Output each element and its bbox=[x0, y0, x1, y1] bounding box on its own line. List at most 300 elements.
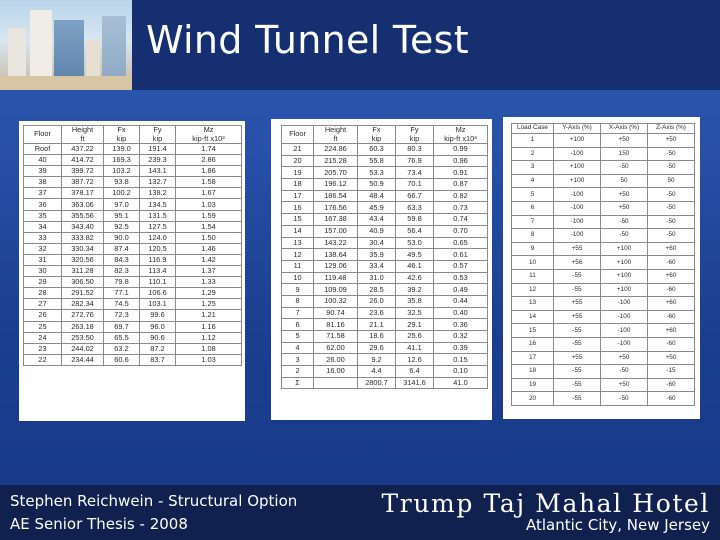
column-header bbox=[24, 126, 62, 144]
table-row bbox=[512, 229, 695, 243]
table-cell: 35.8 bbox=[396, 295, 434, 307]
column-header-unit: kip bbox=[371, 133, 382, 143]
table-row bbox=[24, 199, 242, 210]
table-cell: 378.17 bbox=[62, 188, 104, 199]
table-cell: 71.58 bbox=[314, 331, 358, 343]
table-row bbox=[24, 177, 242, 188]
table-row bbox=[512, 392, 695, 406]
table-cell: 399.72 bbox=[62, 166, 104, 177]
table-cell: 79.8 bbox=[104, 277, 140, 288]
table-cell: 18.6 bbox=[358, 331, 396, 343]
table-cell: 414.72 bbox=[62, 155, 104, 166]
column-header: Y-Axis (%) bbox=[554, 124, 601, 134]
author-name: Stephen Reichwein - Structural Option bbox=[10, 492, 298, 510]
table-cell: 39 bbox=[24, 166, 62, 177]
table-cell: -100 bbox=[554, 215, 601, 229]
table-cell: +55 bbox=[554, 242, 601, 256]
table-cell: +100 bbox=[601, 283, 648, 297]
table-cell: 18 bbox=[512, 365, 554, 379]
table-cell: 90.74 bbox=[314, 307, 358, 319]
table-cell: -50 bbox=[648, 201, 695, 215]
table-row bbox=[512, 337, 695, 351]
table-cell: 42.6 bbox=[396, 272, 434, 284]
table-cell: 0.96 bbox=[434, 155, 488, 167]
table-cell: 0.91 bbox=[434, 167, 488, 179]
table-cell: 16.00 bbox=[314, 366, 358, 378]
table-cell: 103.2 bbox=[104, 166, 140, 177]
table-cell: 186.54 bbox=[314, 190, 358, 202]
table-cell: -55 bbox=[554, 269, 601, 283]
column-header-name: Height bbox=[324, 125, 347, 134]
column-header-unit: kip-ft x10³ bbox=[192, 133, 225, 143]
table-cell: 4 bbox=[512, 174, 554, 188]
table-cell: 37 bbox=[24, 188, 62, 199]
table-cell: +100 bbox=[601, 256, 648, 270]
table-cell: 196.12 bbox=[314, 179, 358, 191]
table-row bbox=[512, 378, 695, 392]
table-cell: 80.3 bbox=[396, 144, 434, 156]
table-row bbox=[24, 221, 242, 232]
table-cell: 10 bbox=[282, 272, 314, 284]
column-header-unit: kip bbox=[116, 133, 127, 143]
table-row bbox=[282, 331, 488, 343]
table-row bbox=[24, 232, 242, 243]
table-row bbox=[24, 243, 242, 254]
table-cell: 27 bbox=[24, 299, 62, 310]
table-row bbox=[512, 242, 695, 256]
table-row bbox=[24, 343, 242, 354]
table-cell: 224.86 bbox=[314, 144, 358, 156]
table-cell: -60 bbox=[648, 392, 695, 406]
table-cell: -100 bbox=[554, 229, 601, 243]
table-cell: 138.2 bbox=[140, 188, 176, 199]
column-header bbox=[282, 126, 314, 144]
table-cell: -55 bbox=[554, 337, 601, 351]
table-cell: 2 bbox=[282, 366, 314, 378]
column-header: X-Axis (%) bbox=[601, 124, 648, 134]
table-cell: 19 bbox=[512, 378, 554, 392]
table-row bbox=[282, 284, 488, 296]
table-row bbox=[282, 237, 488, 249]
table-cell: 0.36 bbox=[434, 319, 488, 331]
column-header-name: Fy bbox=[153, 125, 162, 134]
table-row bbox=[24, 299, 242, 310]
table-cell: 48.4 bbox=[358, 190, 396, 202]
table-cell: 1.58 bbox=[176, 177, 242, 188]
table-cell: -50 bbox=[601, 365, 648, 379]
table-cell: 1 bbox=[512, 134, 554, 148]
table-cell: 355.56 bbox=[62, 210, 104, 221]
table-cell: -55 bbox=[554, 392, 601, 406]
table-cell: 5 bbox=[282, 331, 314, 343]
table-cell: 12 bbox=[512, 283, 554, 297]
table-cell: 239.3 bbox=[140, 155, 176, 166]
column-header bbox=[396, 126, 434, 144]
table-cell: 333.82 bbox=[62, 232, 104, 243]
table-row bbox=[512, 297, 695, 311]
table-cell: 306.50 bbox=[62, 277, 104, 288]
table-cell: 7 bbox=[512, 215, 554, 229]
table-cell: 132.7 bbox=[140, 177, 176, 188]
table-cell: 143.22 bbox=[314, 237, 358, 249]
table-cell: 26 bbox=[24, 310, 62, 321]
table-cell: -60 bbox=[648, 337, 695, 351]
table-cell: 19 bbox=[282, 167, 314, 179]
table-cell: 1.33 bbox=[176, 277, 242, 288]
table-row bbox=[282, 366, 488, 378]
table-cell: 25.6 bbox=[396, 331, 434, 343]
table-cell: 12.6 bbox=[396, 354, 434, 366]
table-cell: 50 bbox=[648, 174, 695, 188]
table-cell: 45.9 bbox=[358, 202, 396, 214]
table-cell: Roof bbox=[24, 144, 62, 155]
table-cell: 131.5 bbox=[140, 210, 176, 221]
table-cell: 100.2 bbox=[104, 188, 140, 199]
table-cell: 28 bbox=[24, 288, 62, 299]
table-cell: 2.86 bbox=[176, 155, 242, 166]
table-cell: 84.3 bbox=[104, 254, 140, 265]
table-row bbox=[282, 307, 488, 319]
table-row bbox=[512, 310, 695, 324]
table-cell: +50 bbox=[601, 378, 648, 392]
table-cell: 97.0 bbox=[104, 199, 140, 210]
table-cell: 110.1 bbox=[140, 277, 176, 288]
table-cell: 109.09 bbox=[314, 284, 358, 296]
table-cell: 56.4 bbox=[396, 225, 434, 237]
table-cell: 3 bbox=[282, 354, 314, 366]
table-row bbox=[282, 249, 488, 261]
table-cell: +60 bbox=[648, 269, 695, 283]
table-row bbox=[282, 319, 488, 331]
table-cell: +55 bbox=[554, 310, 601, 324]
table-cell: 139.0 bbox=[104, 144, 140, 155]
table-cell: 0.44 bbox=[434, 295, 488, 307]
column-header-name: Fy bbox=[410, 125, 419, 134]
table-header-row bbox=[512, 124, 695, 134]
table-cell: 17 bbox=[512, 351, 554, 365]
table-cell: 92.5 bbox=[104, 221, 140, 232]
slide-title: Wind Tunnel Test bbox=[146, 18, 469, 62]
table-cell: -100 bbox=[601, 310, 648, 324]
table-cell: 41.0 bbox=[434, 377, 488, 389]
table-cell: 32.5 bbox=[396, 307, 434, 319]
story-forces-table-2 bbox=[281, 125, 488, 389]
table-row bbox=[512, 324, 695, 338]
table-cell: -55 bbox=[554, 324, 601, 338]
table-row bbox=[282, 179, 488, 191]
table-cell: 30 bbox=[24, 266, 62, 277]
table-cell: 29 bbox=[24, 277, 62, 288]
location-label: Atlantic City, New Jersey bbox=[526, 516, 710, 534]
table-cell: 1.67 bbox=[176, 188, 242, 199]
table-cell: 39.2 bbox=[396, 284, 434, 296]
table-row bbox=[282, 272, 488, 284]
table-cell: 21.1 bbox=[358, 319, 396, 331]
table-cell: 50 bbox=[601, 174, 648, 188]
table-cell: 93.8 bbox=[104, 177, 140, 188]
table-cell: 103.1 bbox=[140, 299, 176, 310]
table-cell: +60 bbox=[648, 242, 695, 256]
table-cell: +50 bbox=[601, 188, 648, 202]
table-cell: 76.9 bbox=[396, 155, 434, 167]
table-cell: -50 bbox=[648, 229, 695, 243]
table-cell: 291.52 bbox=[62, 288, 104, 299]
table-cell: 282.34 bbox=[62, 299, 104, 310]
table-cell: +50 bbox=[601, 201, 648, 215]
column-header: Load Case bbox=[512, 124, 554, 134]
table-cell: 35.9 bbox=[358, 249, 396, 261]
table-cell: 311.28 bbox=[62, 266, 104, 277]
column-header-unit: kip bbox=[409, 133, 420, 143]
table-cell: 0.53 bbox=[434, 272, 488, 284]
table-cell: 4 bbox=[282, 342, 314, 354]
table-cell: 36 bbox=[24, 199, 62, 210]
table-cell: 60.6 bbox=[104, 354, 140, 365]
table-row bbox=[24, 166, 242, 177]
table-cell: 50.9 bbox=[358, 179, 396, 191]
table-cell: 0.49 bbox=[434, 284, 488, 296]
table-cell: 244.02 bbox=[62, 343, 104, 354]
table-cell: 138.64 bbox=[314, 249, 358, 261]
table-cell: 82.3 bbox=[104, 266, 140, 277]
column-header-name: Floor bbox=[289, 129, 306, 139]
table-cell: -100 bbox=[554, 147, 601, 161]
table-header-row bbox=[24, 126, 242, 144]
table-cell: -50 bbox=[601, 215, 648, 229]
table-cell: 205.70 bbox=[314, 167, 358, 179]
table-cell: 90.6 bbox=[140, 332, 176, 343]
table-cell: 167.38 bbox=[314, 214, 358, 226]
table-cell: 62.00 bbox=[314, 342, 358, 354]
table-cell: 1.37 bbox=[176, 266, 242, 277]
table-cell: 83.7 bbox=[140, 354, 176, 365]
table-cell: -50 bbox=[648, 147, 695, 161]
table-cell: 26.0 bbox=[358, 295, 396, 307]
table-cell: +56 bbox=[554, 256, 601, 270]
column-header-unit: ft bbox=[333, 133, 338, 143]
table-cell: 70.1 bbox=[396, 179, 434, 191]
table-row bbox=[24, 332, 242, 343]
table-cell: 0.61 bbox=[434, 249, 488, 261]
table-cell: -100 bbox=[601, 324, 648, 338]
table-cell: 4.4 bbox=[358, 366, 396, 378]
table-cell: 38 bbox=[24, 177, 62, 188]
table-cell: 15 bbox=[282, 214, 314, 226]
table-cell: 87.4 bbox=[104, 243, 140, 254]
table-cell: 176.56 bbox=[314, 202, 358, 214]
table-cell: 15 bbox=[512, 324, 554, 338]
table-cell: 6 bbox=[282, 319, 314, 331]
table-row bbox=[512, 201, 695, 215]
table-row bbox=[512, 256, 695, 270]
table-cell: 33.4 bbox=[358, 260, 396, 272]
table-cell: -60 bbox=[648, 378, 695, 392]
column-header-name: Mz bbox=[455, 125, 466, 134]
table-cell: 16 bbox=[512, 337, 554, 351]
column-header bbox=[358, 126, 396, 144]
hotel-photo bbox=[0, 0, 132, 90]
table-cell: 41.1 bbox=[396, 342, 434, 354]
table-cell: 234.44 bbox=[62, 354, 104, 365]
table-row bbox=[24, 254, 242, 265]
table-cell: +60 bbox=[648, 297, 695, 311]
table-row bbox=[512, 174, 695, 188]
table-cell: -100 bbox=[554, 188, 601, 202]
story-forces-table-panel bbox=[19, 121, 245, 421]
table-cell: 1.21 bbox=[176, 310, 242, 321]
table-cell: 77.1 bbox=[104, 288, 140, 299]
table-cell: -50 bbox=[601, 161, 648, 175]
table-row bbox=[512, 269, 695, 283]
table-cell: 0.39 bbox=[434, 342, 488, 354]
table-row bbox=[512, 161, 695, 175]
table-cell: 387.72 bbox=[62, 177, 104, 188]
table-row bbox=[512, 351, 695, 365]
table-cell: 1.59 bbox=[176, 210, 242, 221]
table-cell: 6.4 bbox=[396, 366, 434, 378]
table-row bbox=[512, 134, 695, 148]
thesis-label: AE Senior Thesis - 2008 bbox=[10, 515, 188, 533]
table-cell: 1.74 bbox=[176, 144, 242, 155]
table-row bbox=[282, 144, 488, 156]
table-cell: 1.50 bbox=[176, 232, 242, 243]
table-cell: 31 bbox=[24, 254, 62, 265]
column-header bbox=[314, 126, 358, 144]
table-cell: 74.5 bbox=[104, 299, 140, 310]
table-cell: 1.46 bbox=[176, 243, 242, 254]
table-cell: 0.87 bbox=[434, 179, 488, 191]
table-cell: 25 bbox=[24, 321, 62, 332]
column-header-unit: kip-ft x10³ bbox=[444, 133, 477, 143]
column-header-name: Mz bbox=[203, 125, 214, 134]
table-cell: 13 bbox=[282, 237, 314, 249]
table-cell: 0.73 bbox=[434, 202, 488, 214]
table-cell: 134.5 bbox=[140, 199, 176, 210]
table-cell: 63.3 bbox=[396, 202, 434, 214]
table-cell: 3141.6 bbox=[396, 377, 434, 389]
table-cell: 22 bbox=[24, 354, 62, 365]
footer-band bbox=[0, 485, 720, 540]
table-row bbox=[282, 225, 488, 237]
table-cell: 0.40 bbox=[434, 307, 488, 319]
table-cell: 35 bbox=[24, 210, 62, 221]
table-cell: -55 bbox=[554, 365, 601, 379]
table-cell: 1.08 bbox=[176, 343, 242, 354]
table-cell: 29.6 bbox=[358, 342, 396, 354]
column-header: Z-Axis (%) bbox=[648, 124, 695, 134]
table-cell: 191.4 bbox=[140, 144, 176, 155]
table-cell: 106.6 bbox=[140, 288, 176, 299]
table-cell: 1.03 bbox=[176, 199, 242, 210]
load-case-table-panel bbox=[503, 117, 700, 419]
table-cell: 33 bbox=[24, 232, 62, 243]
table-cell: -50 bbox=[648, 188, 695, 202]
table-cell: 34 bbox=[24, 221, 62, 232]
table-cell: -100 bbox=[601, 297, 648, 311]
table-cell: 66.7 bbox=[396, 190, 434, 202]
table-cell: 2 bbox=[512, 147, 554, 161]
table-cell: 0.74 bbox=[434, 214, 488, 226]
table-cell: 1.86 bbox=[176, 166, 242, 177]
table-row bbox=[282, 190, 488, 202]
table-cell: 20 bbox=[282, 155, 314, 167]
table-cell: 10 bbox=[512, 256, 554, 270]
table-cell: 53.3 bbox=[358, 167, 396, 179]
table-cell: 1.03 bbox=[176, 354, 242, 365]
table-cell: 11 bbox=[282, 260, 314, 272]
table-cell: +50 bbox=[601, 134, 648, 148]
table-row bbox=[24, 321, 242, 332]
table-cell bbox=[314, 377, 358, 389]
table-cell: 253.50 bbox=[62, 332, 104, 343]
table-cell: 363.06 bbox=[62, 199, 104, 210]
column-header-name: Floor bbox=[34, 129, 51, 139]
table-cell: 30.4 bbox=[358, 237, 396, 249]
table-cell: 8 bbox=[512, 229, 554, 243]
table-cell: -50 bbox=[601, 229, 648, 243]
table-cell: 40 bbox=[24, 155, 62, 166]
table-cell: 7 bbox=[282, 307, 314, 319]
table-cell: -55 bbox=[554, 283, 601, 297]
table-cell: -60 bbox=[648, 283, 695, 297]
table-cell: 215.28 bbox=[314, 155, 358, 167]
table-row bbox=[282, 260, 488, 272]
table-cell: 53.0 bbox=[396, 237, 434, 249]
table-row bbox=[282, 202, 488, 214]
table-cell: -15 bbox=[648, 365, 695, 379]
table-cell: 263.18 bbox=[62, 321, 104, 332]
table-cell: -60 bbox=[648, 256, 695, 270]
table-row bbox=[512, 365, 695, 379]
table-cell: 320.56 bbox=[62, 254, 104, 265]
table-cell: 120.5 bbox=[140, 243, 176, 254]
table-cell: 129.06 bbox=[314, 260, 358, 272]
table-cell: 0.65 bbox=[434, 237, 488, 249]
table-cell: 2800.7 bbox=[358, 377, 396, 389]
table-cell: 157.00 bbox=[314, 225, 358, 237]
column-header bbox=[434, 126, 488, 144]
table-cell: +100 bbox=[554, 134, 601, 148]
column-header bbox=[104, 126, 140, 144]
table-row bbox=[24, 288, 242, 299]
table-cell: 55.8 bbox=[358, 155, 396, 167]
table-row bbox=[24, 155, 242, 166]
table-cell: 14 bbox=[282, 225, 314, 237]
table-row bbox=[24, 188, 242, 199]
table-row bbox=[282, 214, 488, 226]
table-cell: 9 bbox=[512, 242, 554, 256]
table-cell: 437.22 bbox=[62, 144, 104, 155]
table-cell: 0.70 bbox=[434, 225, 488, 237]
table-cell: 87.2 bbox=[140, 343, 176, 354]
table-cell: +60 bbox=[648, 324, 695, 338]
table-row bbox=[24, 310, 242, 321]
table-cell: 1.42 bbox=[176, 254, 242, 265]
table-cell: 99.6 bbox=[140, 310, 176, 321]
table-cell: 69.7 bbox=[104, 321, 140, 332]
table-cell: 20 bbox=[512, 392, 554, 406]
table-row bbox=[282, 155, 488, 167]
column-header bbox=[176, 126, 242, 144]
column-header-unit: kip bbox=[152, 133, 163, 143]
table-row bbox=[24, 210, 242, 221]
table-cell: 26.00 bbox=[314, 354, 358, 366]
table-cell: +50 bbox=[601, 351, 648, 365]
table-cell: +100 bbox=[601, 269, 648, 283]
table-cell: 330.34 bbox=[62, 243, 104, 254]
table-cell: 100.32 bbox=[314, 295, 358, 307]
table-cell: -55 bbox=[554, 378, 601, 392]
